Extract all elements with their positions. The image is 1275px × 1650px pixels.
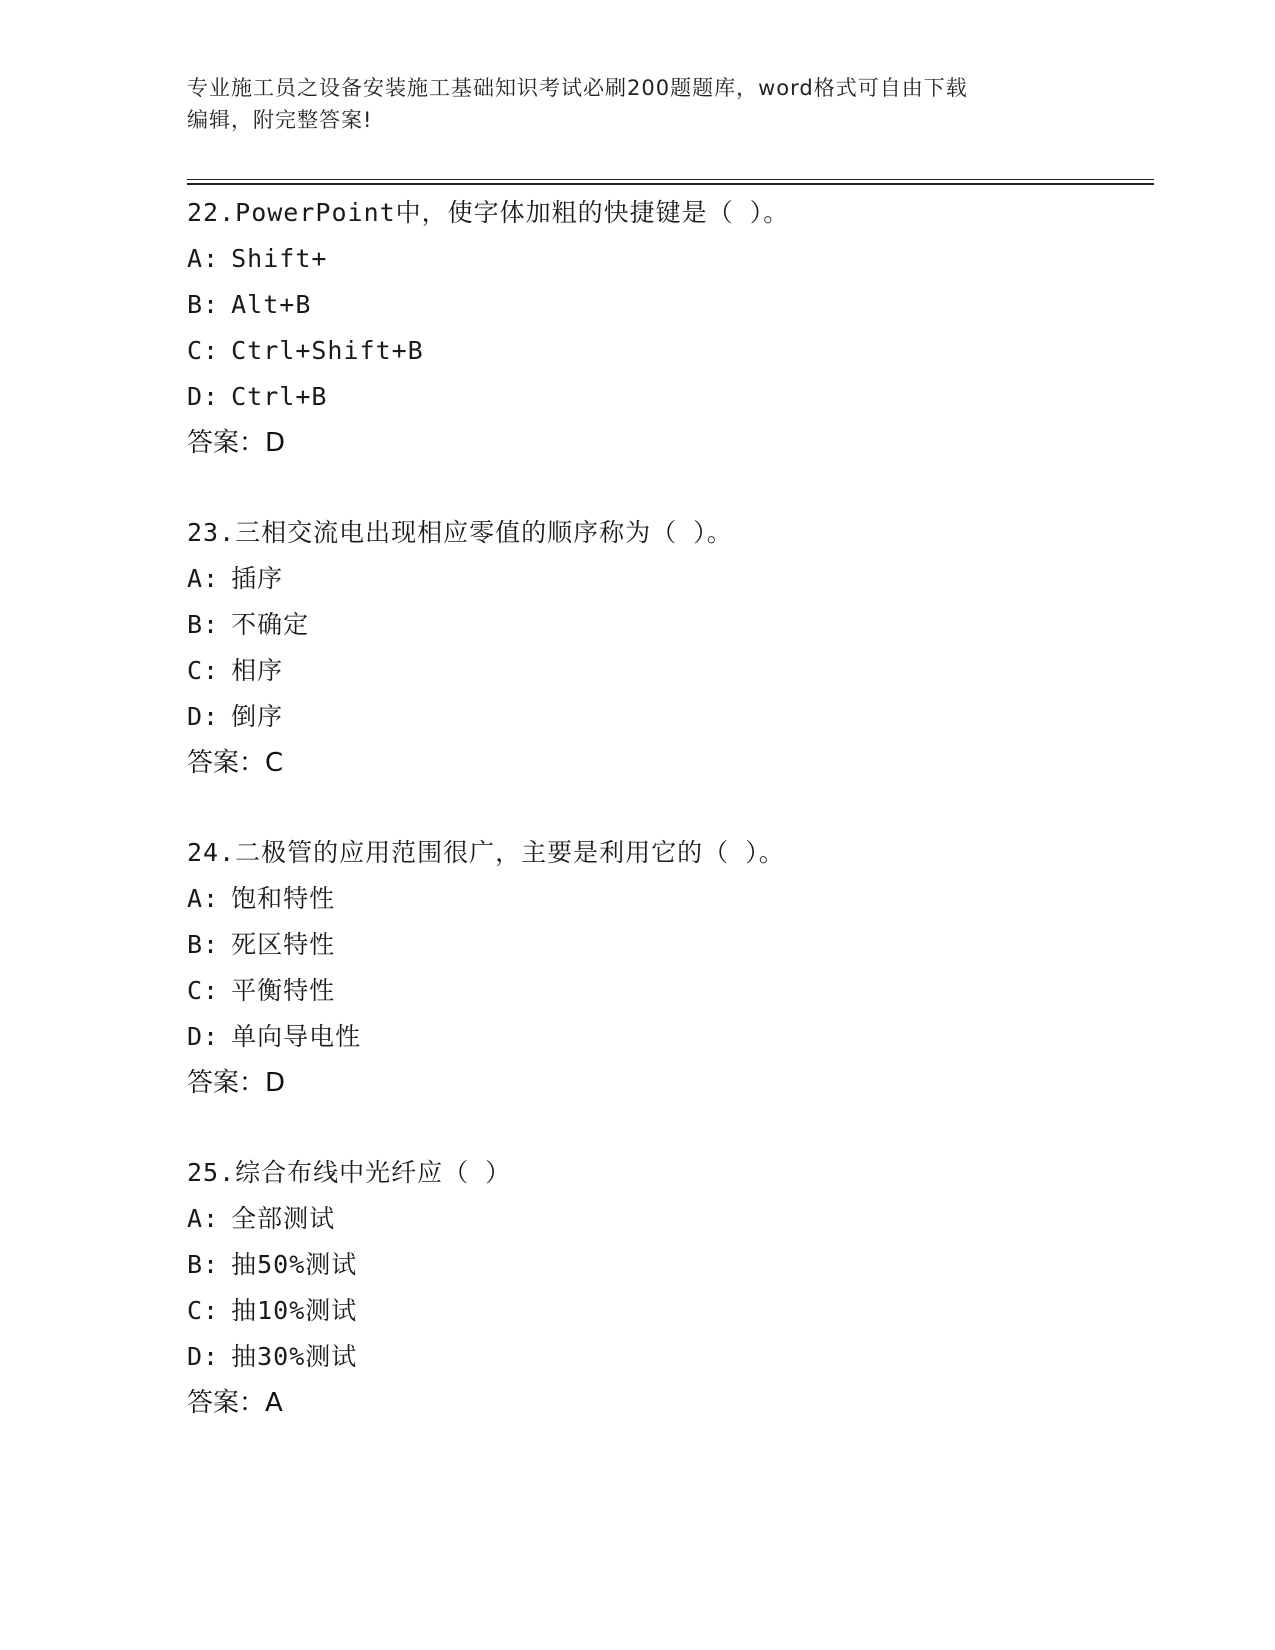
option-key: A: xyxy=(187,884,220,913)
option-b xyxy=(187,1242,1147,1288)
option-text: 不确定 xyxy=(231,610,310,639)
question-25 xyxy=(187,1150,1147,1426)
document-title-line-1: 专业施工员之设备安装施工基础知识考试必刷200题题库，word格式可自由下载 xyxy=(187,76,968,100)
option-c xyxy=(187,968,1147,1014)
option-a xyxy=(187,1196,1147,1242)
document-title xyxy=(187,72,1087,136)
option-c xyxy=(187,648,1147,694)
option-d xyxy=(187,1014,1147,1060)
question-24 xyxy=(187,830,1147,1106)
option-text: Ctrl+Shift+B xyxy=(231,336,424,365)
option-key: D: xyxy=(187,1342,220,1371)
option-text: 相序 xyxy=(231,656,284,685)
option-text: 单向导电性 xyxy=(231,1022,362,1051)
option-key: C: xyxy=(187,656,220,685)
answer-label: 答案：A xyxy=(187,1388,283,1418)
option-text: Shift+ xyxy=(231,244,328,273)
document-title-line-2: 编辑，附完整答案! xyxy=(187,108,373,132)
answer-label: 答案：D xyxy=(187,1068,286,1098)
question-stem: 23.三相交流电出现相应零值的顺序称为（ ）。 xyxy=(187,518,733,547)
option-key: C: xyxy=(187,1296,220,1325)
option-key: A: xyxy=(187,244,220,273)
answer-label: 答案：D xyxy=(187,428,286,458)
question-stem: 25.综合布线中光纤应（ ） xyxy=(187,1158,512,1187)
question-stem: 24.二极管的应用范围很广，主要是利用它的（ ）。 xyxy=(187,838,785,867)
option-text: Ctrl+B xyxy=(231,382,328,411)
option-text: 抽50%测试 xyxy=(231,1250,358,1279)
option-c xyxy=(187,1288,1147,1334)
option-key: B: xyxy=(187,930,220,959)
question-23 xyxy=(187,510,1147,786)
option-key: A: xyxy=(187,1204,220,1233)
option-key: A: xyxy=(187,564,220,593)
question-stem: 22.PowerPoint中，使字体加粗的快捷键是（ ）。 xyxy=(187,198,790,227)
option-key: D: xyxy=(187,1022,220,1051)
option-b xyxy=(187,922,1147,968)
option-key: B: xyxy=(187,290,220,319)
option-key: C: xyxy=(187,336,220,365)
header-divider-top xyxy=(187,179,1154,180)
option-c xyxy=(187,328,1147,374)
answer-label: 答案：C xyxy=(187,748,284,778)
option-text: 抽10%测试 xyxy=(231,1296,358,1325)
option-a xyxy=(187,876,1147,922)
option-key: B: xyxy=(187,1250,220,1279)
option-d xyxy=(187,374,1147,420)
option-text: 倒序 xyxy=(231,702,284,731)
option-b xyxy=(187,602,1147,648)
option-d xyxy=(187,694,1147,740)
option-text: 饱和特性 xyxy=(231,884,336,913)
option-text: 插序 xyxy=(231,564,284,593)
option-text: Alt+B xyxy=(231,290,312,319)
question-22 xyxy=(187,190,1147,466)
option-d xyxy=(187,1334,1147,1380)
option-a xyxy=(187,236,1147,282)
option-key: C: xyxy=(187,976,220,1005)
option-text: 全部测试 xyxy=(231,1204,336,1233)
option-text: 抽30%测试 xyxy=(231,1342,358,1371)
option-b xyxy=(187,282,1147,328)
option-key: D: xyxy=(187,702,220,731)
option-a xyxy=(187,556,1147,602)
option-text: 死区特性 xyxy=(231,930,336,959)
option-key: B: xyxy=(187,610,220,639)
option-key: D: xyxy=(187,382,220,411)
option-text: 平衡特性 xyxy=(231,976,336,1005)
header-divider-bottom xyxy=(187,183,1154,185)
